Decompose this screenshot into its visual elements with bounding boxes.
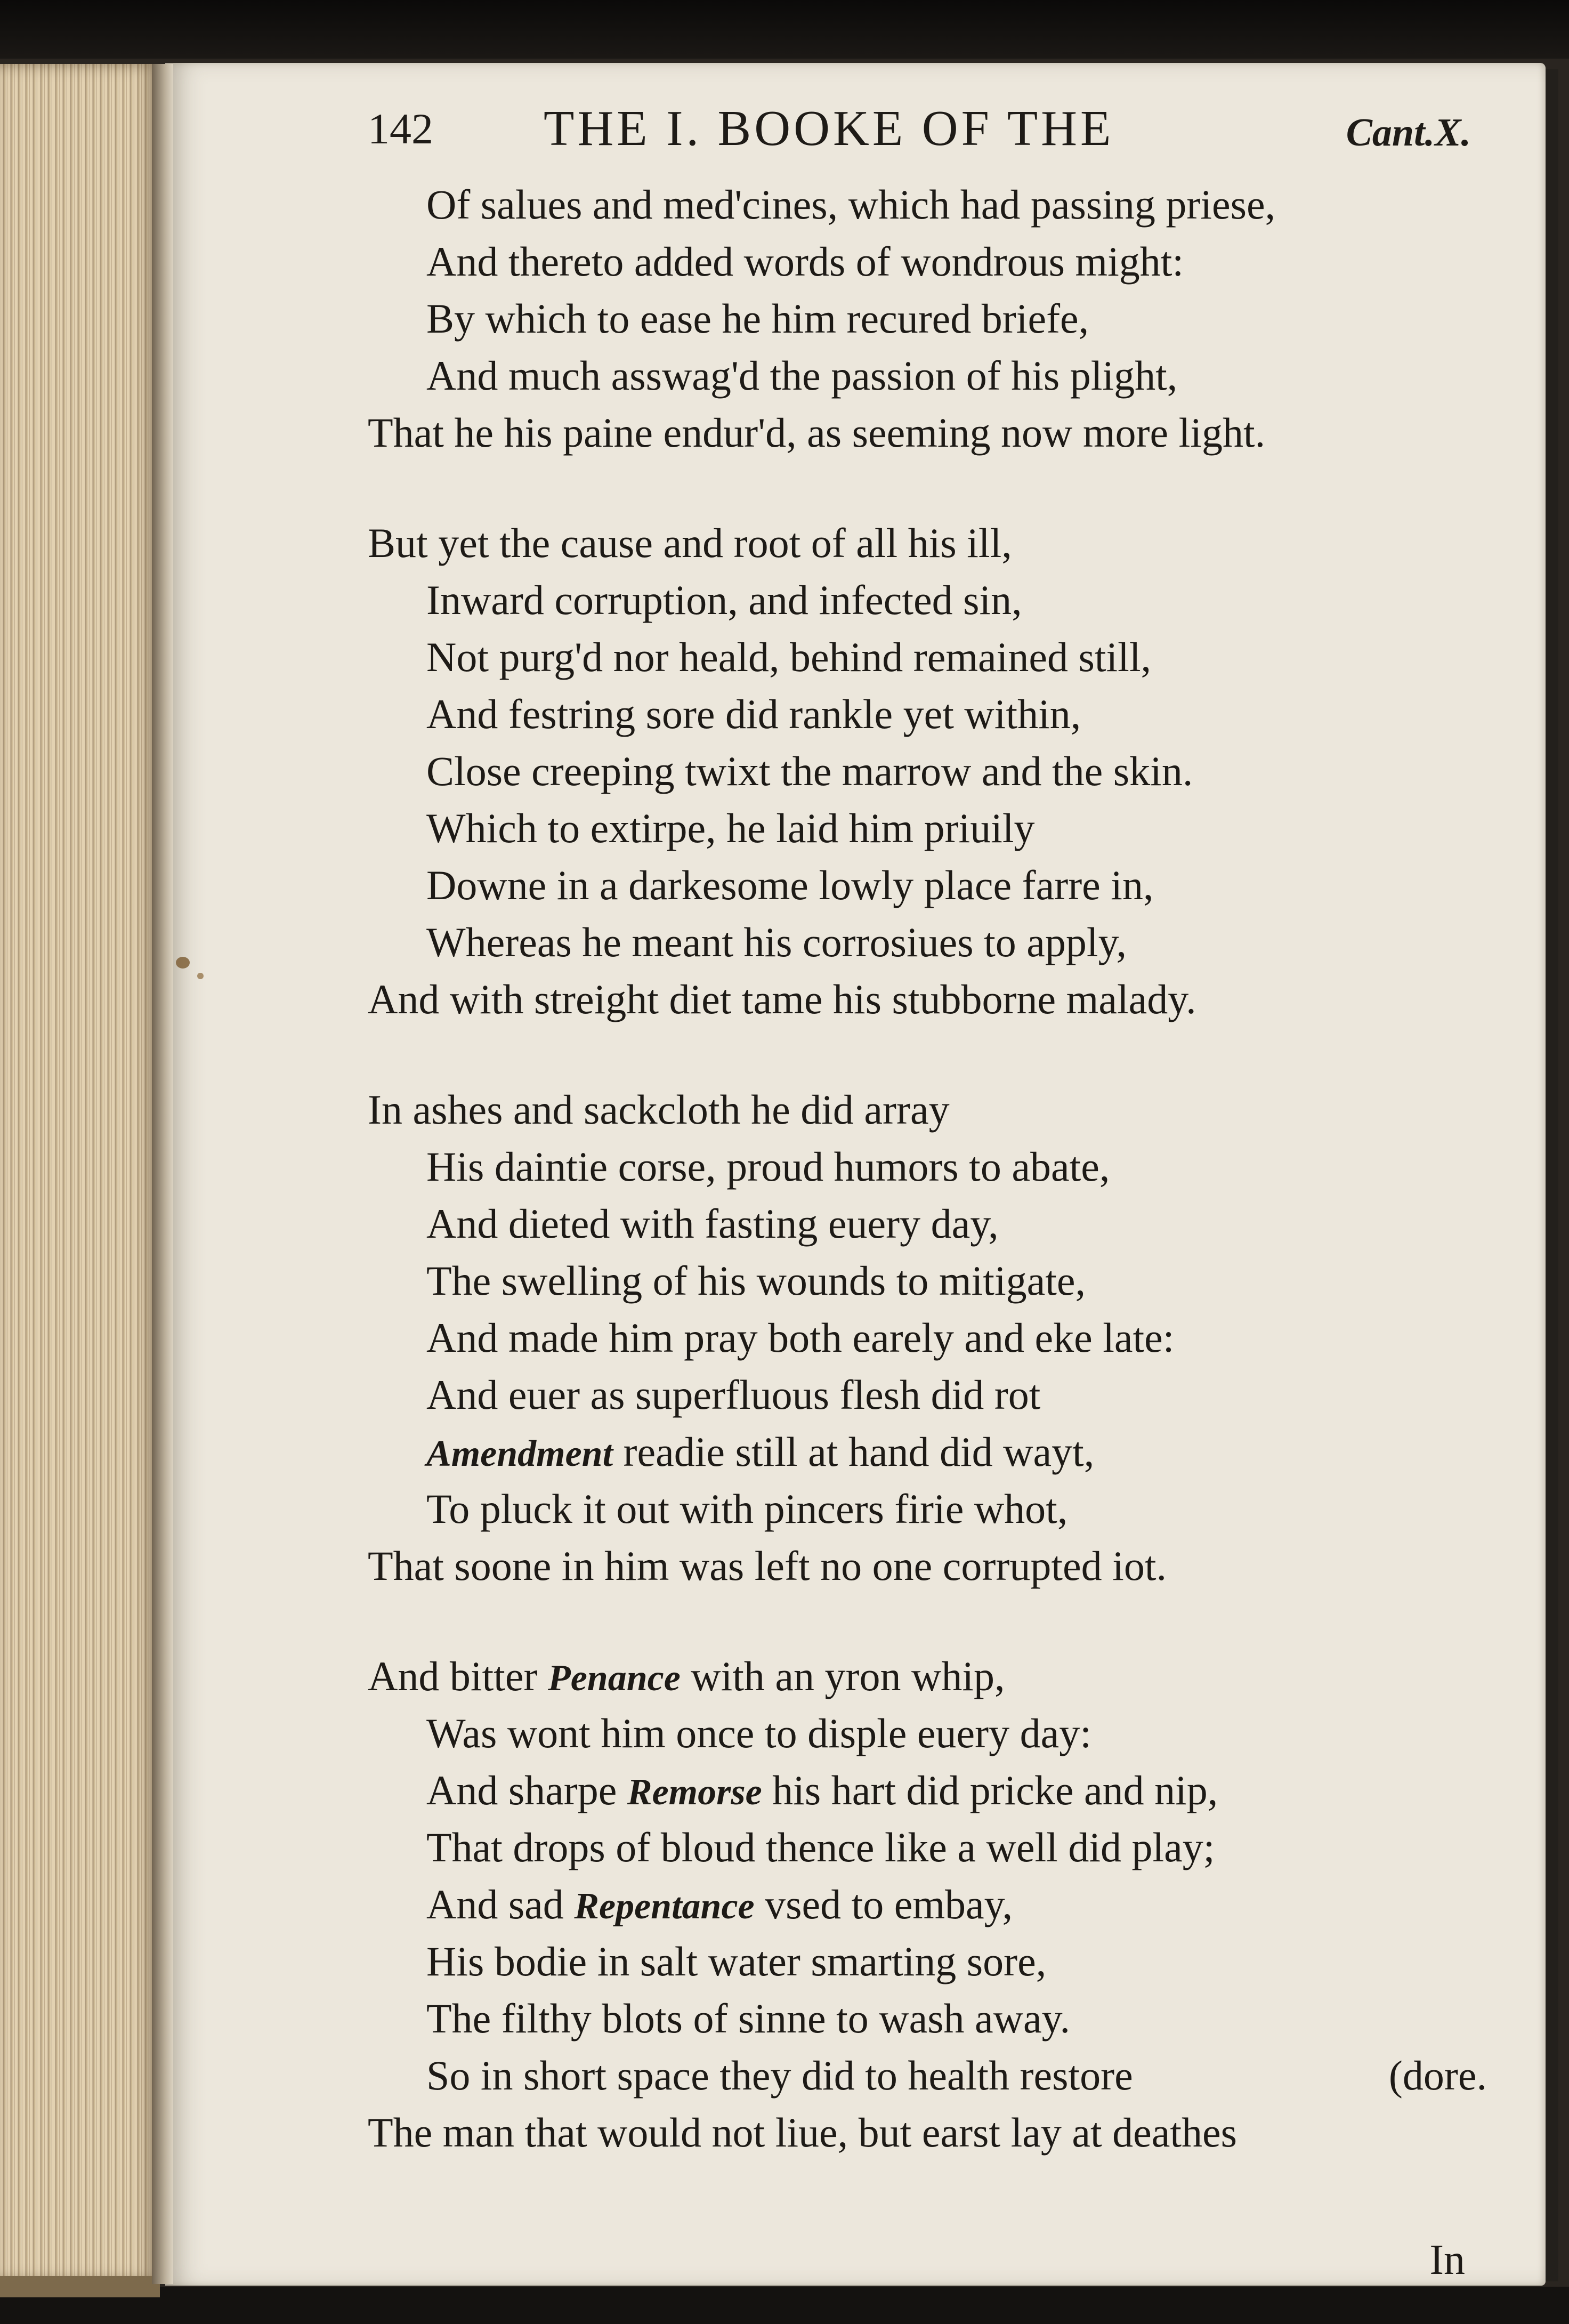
page-number: 142 — [368, 104, 433, 153]
verse-line-text: So in short space they did to health restore — [426, 2052, 1133, 2099]
verse-line-rest: vsed to embay, — [754, 1881, 1013, 1927]
stanza — [368, 176, 1487, 461]
verse-line: And with streight diet tame his stubborne malady. — [368, 976, 1196, 1022]
stanza-break — [368, 461, 1487, 514]
verse-line-pre: And sharpe — [426, 1767, 627, 1813]
page-edges-bottom — [0, 2276, 160, 2297]
page-edges — [0, 64, 157, 2281]
verse-line-rest: readie still at hand did wayt, — [613, 1429, 1095, 1475]
stanza — [368, 1081, 1487, 1594]
stanza-break — [368, 1028, 1487, 1081]
running-head — [368, 101, 1471, 163]
verse-line-pre: And bitter — [368, 1653, 548, 1699]
verse-line: In ashes and sackcloth he did array — [368, 1086, 950, 1133]
verse-line — [368, 1648, 1487, 1705]
verse-line: That soone in him was left no one corrupted iot. — [368, 1543, 1167, 1589]
verse-line: Close creeping twixt the marrow and the skin. — [426, 748, 1193, 794]
scan-background — [0, 0, 1569, 64]
turnover: (dore. — [1388, 2052, 1487, 2099]
verse-line — [368, 1762, 1487, 1819]
verse-line: Which to extirpe, he laid him priuily — [426, 805, 1035, 851]
catchword: In — [1429, 2237, 1465, 2283]
verse-line: By which to ease he him recured briefe, — [426, 295, 1089, 342]
verse-line — [368, 1876, 1487, 1933]
stanza — [368, 1648, 1487, 2161]
verse-line: Inward corruption, and infected sin, — [426, 577, 1022, 623]
verse-line: And much asswag'd the passion of his plight, — [426, 352, 1178, 399]
verse-line: Downe in a darkesome lowly place farre in, — [426, 862, 1154, 908]
verse-line: Whereas he meant his corrosiues to apply, — [426, 919, 1127, 965]
verse-line: And festring sore did rankle yet within, — [426, 691, 1081, 737]
verse-line: Not purg'd nor heald, behind remained still, — [426, 634, 1152, 680]
verse-line: And euer as superfluous flesh did rot — [426, 1371, 1041, 1418]
verse-line: That drops of bloud thence like a well did play; — [426, 1824, 1215, 1870]
personification-italic: Amendment — [426, 1433, 613, 1474]
verse-line: The swelling of his wounds to mitigate, — [426, 1257, 1086, 1304]
verse-line: And made him pray both earely and eke late: — [426, 1314, 1175, 1361]
verse-line: Of salues and med'cines, which had passing priese, — [426, 181, 1276, 228]
personification-italic: Repentance — [574, 1886, 755, 1927]
stanza — [368, 514, 1487, 1028]
personification-italic: Penance — [547, 1658, 681, 1699]
verse-line: The filthy blots of sinne to wash away. — [426, 1995, 1071, 2041]
canto-label: Cant.X. — [1346, 111, 1471, 155]
verse-line: His daintie corse, proud humors to abate, — [426, 1143, 1110, 1190]
poem-text — [368, 176, 1487, 2161]
verse-line — [368, 2047, 1487, 2104]
ink-stain — [197, 973, 204, 979]
verse-line: But yet the cause and root of all his ill, — [368, 520, 1012, 566]
verse-line: To pluck it out with pincers firie whot, — [426, 1486, 1068, 1532]
verse-line: The man that would not liue, but earst lay at deathes — [368, 2109, 1238, 2156]
verse-line: And thereto added words of wondrous might: — [426, 238, 1184, 285]
verse-line: Was wont him once to disple euery day: — [426, 1710, 1091, 1756]
verse-line — [368, 1423, 1487, 1480]
verse-line-rest: with an yron whip, — [680, 1653, 1005, 1699]
verse-line-rest: his hart did pricke and nip, — [762, 1767, 1218, 1813]
page-gutter — [152, 64, 173, 2284]
verse-line-pre: And sad — [426, 1881, 575, 1927]
verse-line: And dieted with fasting euery day, — [426, 1200, 999, 1247]
ink-stain — [176, 957, 190, 969]
personification-italic: Remorse — [627, 1772, 762, 1813]
verse-line: That he his paine endur'd, as seeming now more light. — [368, 409, 1266, 456]
verse-line: His bodie in salt water smarting sore, — [426, 1938, 1047, 1984]
stanza-break — [368, 1594, 1487, 1648]
running-title: THE I. BOOKE OF THE — [544, 101, 1114, 156]
